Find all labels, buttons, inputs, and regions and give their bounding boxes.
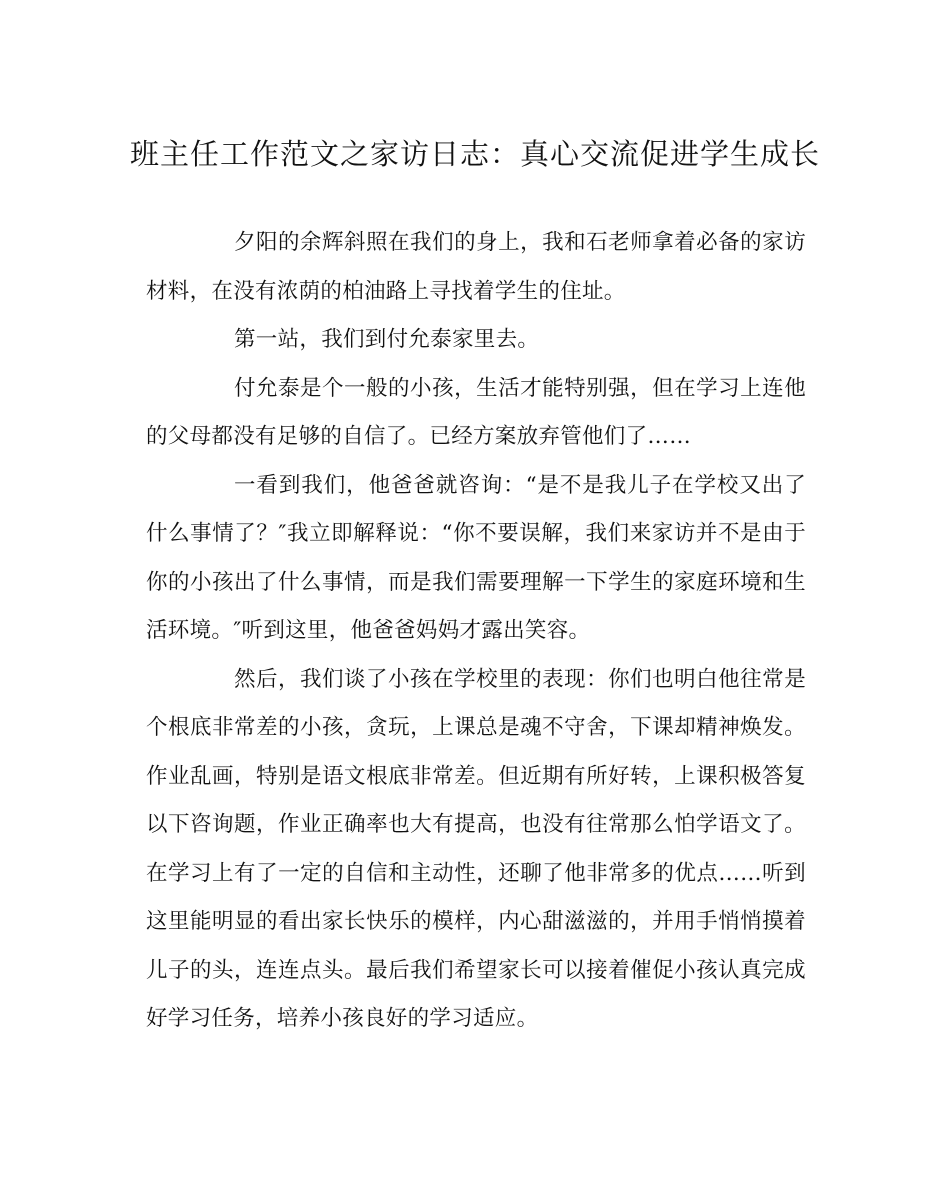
paragraph-1: 夕阳的余辉斜照在我们的身上，我和石老师拿着必备的家访材料，在没有浓荫的柏油路上寻找着学生的住址。 bbox=[146, 230, 806, 304]
document-title: 班主任工作范文之家访日志：真心交流促进学生成长 bbox=[129, 137, 820, 171]
paragraph-4: 一看到我们，他爸爸就咨询：“是不是我儿子在学校又出了什么事情了？″我立即解释说：“你不要误解，我们来家访并不是由于你的小孩出了什么事情，而是我们需要理解一下学生的家庭环境和生活环境。″听到这里，他爸爸妈妈才露出笑容。 bbox=[146, 472, 806, 643]
document-body bbox=[146, 219, 806, 1044]
paragraph-2: 第一站，我们到付允泰家里去。 bbox=[234, 327, 540, 352]
paragraph-5: 然后，我们谈了小孩在学校里的表现：你们也明白他往常是个根底非常差的小孩，贪玩，上课总是魂不守舍，下课却精神焕发。作业乱画，特别是语文根底非常差。但近期有所好转，上课积极答复以下咨询题，作业正确率也大有提高，也没有往常那么怕学语文了。在学习上有了一定的自信和主动性，还聊了他非常多的优点……听到这里能明显的看出家长快乐的模样，内心甜滋滋的，并用手悄悄摸着儿子的头，连连点头。最后我们希望家长可以接着催促小孩认真完成好学习任务，培养小孩良好的学习适应。 bbox=[146, 666, 806, 1031]
paragraph-3: 付允泰是个一般的小孩，生活才能特别强，但在学习上连他的父母都没有足够的自信了。已经方案放弃管他们了…… bbox=[146, 375, 806, 449]
